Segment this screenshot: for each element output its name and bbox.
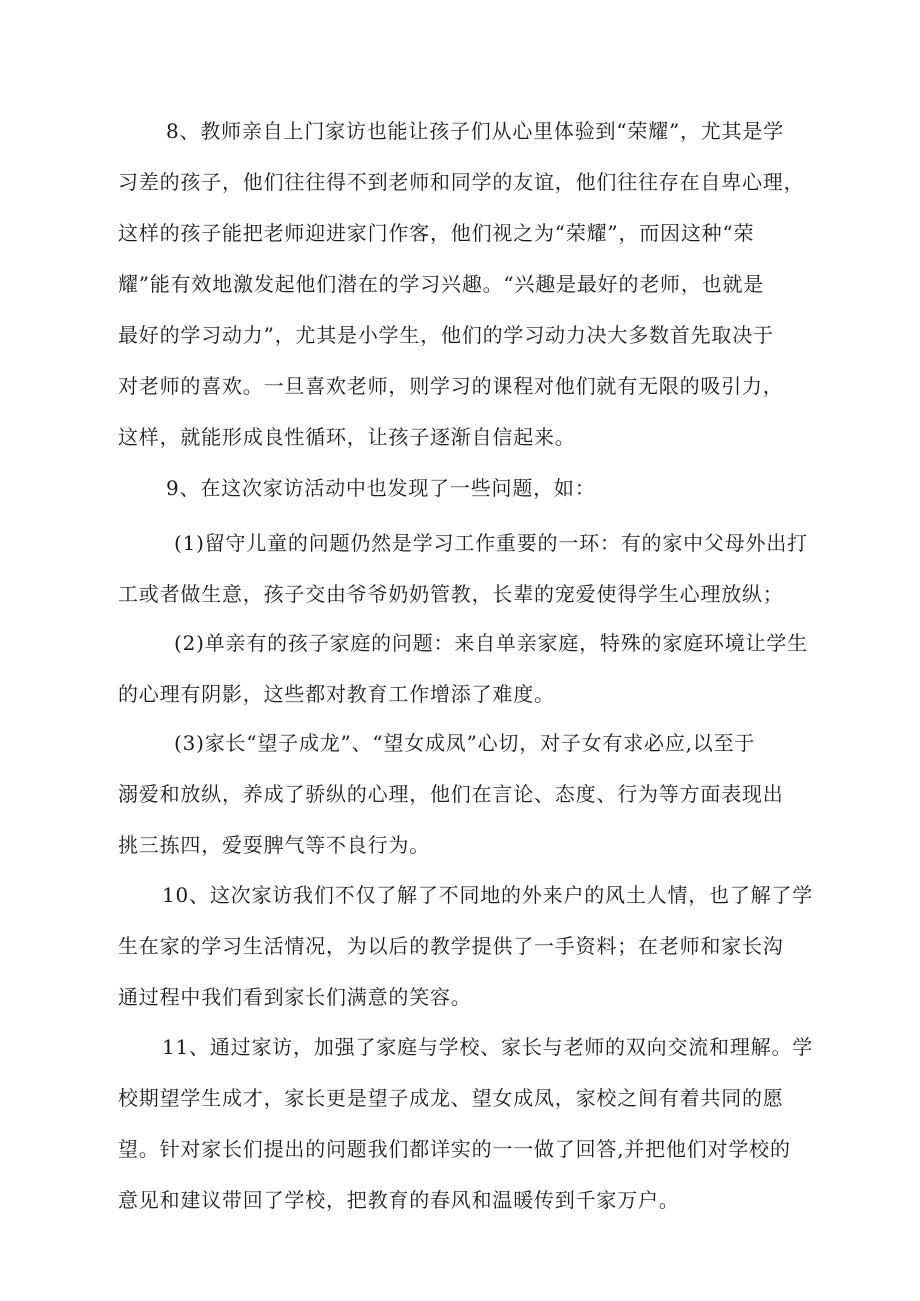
text-line: 生在家的学习生活情况，为以后的教学提供了一手资料；在老师和家长沟 [118, 934, 784, 958]
text-line: 通过程中我们看到家长们满意的笑容。 [118, 985, 472, 1009]
text-line: 溺爱和放纵，养成了骄纵的心理，他们在言论、态度、行为等方面表现出 [118, 782, 784, 806]
paragraph-item-1 [118, 518, 808, 620]
paragraph-9 [118, 463, 798, 514]
text-line: (3)家长“望子成龙”、“望女成凤”心切，对子女有求必应,以至于 [174, 731, 756, 755]
text-line: 11、通过家访，加强了家庭与学校、家长与老师的双向交流和理解。学 [162, 1035, 814, 1059]
text-line: 8、教师亲自上门家访也能让孩子们从心里体验到“荣耀”，尤其是学 [166, 119, 784, 143]
text-line: 这样的孩子能把老师迎进家门作客，他们视之为“荣耀”，而因这种“荣 [118, 221, 755, 245]
paragraph-11 [118, 1022, 814, 1226]
text-line: 习差的孩子，他们往往得不到老师和同学的友谊，他们往往存在自卑心理， [118, 170, 805, 194]
text-line: 望。针对家长们提出的问题我们都详实的一一做了回答,并把他们对学校的 [118, 1137, 791, 1161]
text-line: (2)单亲有的孩子家庭的问题：来自单亲家庭，特殊的家庭环境让学生 [174, 631, 808, 655]
text-line: 这样，就能形成良性循环，让孩子逐渐自信起来。 [118, 425, 576, 449]
text-line: 意见和建议带回了学校，把教育的春风和温暖传到千家万户。 [118, 1188, 680, 1212]
text-line: 耀”能有效地激发起他们潜在的学习兴趣。“兴趣是最好的老师，也就是 [118, 272, 765, 296]
paragraph-item-3 [118, 718, 798, 871]
paragraph-item-2 [118, 618, 808, 720]
paragraph-10 [118, 870, 814, 1023]
text-line: 9、在这次家访活动中也发现了一些问题，如： [166, 476, 596, 500]
text-line: (1)留守儿童的问题仍然是学习工作重要的一环：有的家中父母外出打 [174, 531, 808, 555]
text-line: 挑三拣四，爱耍脾气等不良行为。 [118, 833, 430, 857]
text-line: 工或者做生意，孩子交由爷爷奶奶管教，长辈的宠爱使得学生心理放纵； [118, 582, 784, 606]
text-line: 对老师的喜欢。一旦喜欢老师，则学习的课程对他们就有无限的吸引力， [118, 374, 784, 398]
paragraph-8 [118, 106, 805, 463]
text-line: 校期望学生成才，家长更是望子成龙、望女成凤，家校之间有着共同的愿 [118, 1086, 784, 1110]
text-line: 的心理有阴影，这些都对教育工作增添了难度。 [118, 682, 555, 706]
text-line: 最好的学习动力”，尤其是小学生，他们的学习动力决大多数首先取决于 [118, 323, 774, 347]
text-line: 10、这次家访我们不仅了解了不同地的外来户的风土人情，也了解了学 [162, 883, 814, 907]
